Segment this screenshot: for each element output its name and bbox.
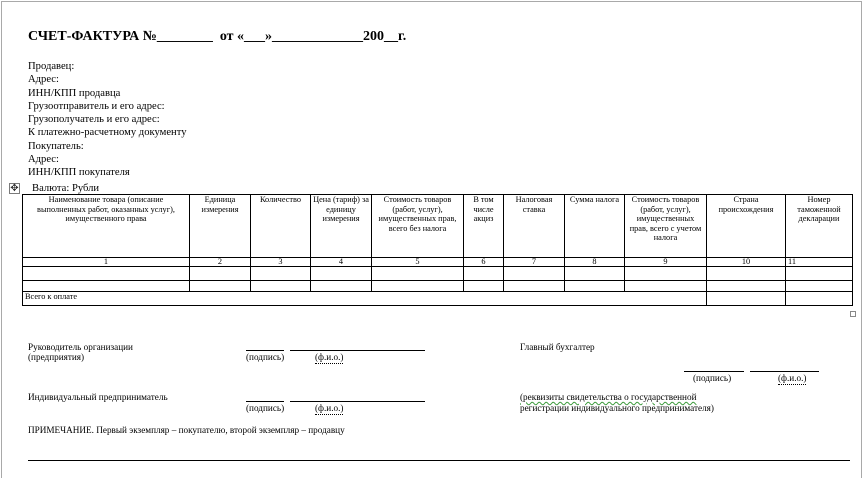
page-title: СЧЕТ-ФАКТУРА №________ от «___»_____________200__г. — [28, 29, 407, 44]
col-header-price: Цена (тариф) за единицу измерения — [311, 195, 372, 258]
table-cell[interactable] — [311, 267, 372, 281]
table-cell[interactable] — [625, 281, 707, 292]
bottom-divider — [28, 460, 850, 461]
table-resize-handle-icon[interactable] — [850, 311, 856, 317]
table-cell[interactable] — [190, 281, 251, 292]
total-row — [23, 292, 853, 306]
col-number: 9 — [625, 258, 707, 267]
column-number-row — [23, 258, 853, 267]
invoice-info-block — [28, 60, 187, 180]
seller-inn-label: ИНН/КПП продавца — [28, 87, 121, 99]
table-cell[interactable] — [464, 267, 504, 281]
col-header-excise: В том числе акциз — [464, 195, 504, 258]
payment-doc-label: К платежно-расчетному документу — [28, 127, 187, 139]
table-cell[interactable] — [707, 281, 786, 292]
table-cell[interactable] — [311, 281, 372, 292]
table-cell[interactable] — [707, 267, 786, 281]
entrepreneur-label: Индивидуальный предприниматель — [28, 392, 168, 402]
registration-caption-2: регистрации индивидуального предпринимателя) — [520, 403, 714, 413]
col-header-tax-rate: Налоговая ставка — [504, 195, 565, 258]
head-name-line[interactable] — [290, 350, 425, 351]
table-cell[interactable] — [372, 281, 464, 292]
table-cell[interactable] — [565, 281, 625, 292]
entrepreneur-name-line[interactable] — [290, 401, 425, 402]
table-row[interactable] — [23, 281, 853, 292]
col-header-name: Наименование товара (описание выполненных работ, оказанных услуг), имущественного права — [23, 195, 190, 258]
seller-label: Продавец: — [28, 61, 75, 72]
currency-label: Валюта: Рубли — [32, 183, 100, 194]
col-number: 7 — [504, 258, 565, 267]
accountant-name-line[interactable] — [750, 371, 819, 372]
head-name-caption: (ф.и.о.) — [315, 352, 344, 362]
col-header-tax-amount: Сумма налога — [565, 195, 625, 258]
head-label: Руководитель организации — [28, 342, 133, 352]
col-header-customs-declaration: Номер таможенной декларации — [786, 195, 853, 258]
invoice-table — [22, 194, 853, 306]
note-text: ПРИМЕЧАНИЕ. Первый экземпляр – покупателю, второй экземпляр – продавцу — [28, 425, 345, 435]
col-number: 1 — [23, 258, 190, 267]
col-number: 6 — [464, 258, 504, 267]
col-number: 8 — [565, 258, 625, 267]
table-move-handle-icon[interactable]: ✥ — [10, 183, 19, 194]
table-header-row — [23, 195, 853, 258]
registration-caption-1: (реквизиты свидетельства о государственной — [520, 392, 697, 402]
table-cell[interactable] — [190, 267, 251, 281]
buyer-inn-label: ИНН/КПП покупателя — [28, 167, 130, 179]
total-cell[interactable] — [786, 292, 853, 306]
col-header-cost-with-tax: Стоимость товаров (работ, услуг), имущественных прав, всего с учетом налога — [625, 195, 707, 258]
table-cell[interactable] — [786, 281, 853, 292]
col-number: 5 — [372, 258, 464, 267]
accountant-label: Главный бухгалтер — [520, 342, 595, 352]
entrepreneur-sign-caption: (подпись) — [246, 403, 285, 413]
table-cell[interactable] — [504, 281, 565, 292]
accountant-sign-caption: (подпись) — [693, 373, 732, 383]
entrepreneur-name-caption: (ф.и.о.) — [315, 403, 344, 413]
total-cell[interactable] — [707, 292, 786, 306]
table-cell[interactable] — [251, 267, 311, 281]
seller-address-label: Адрес: — [28, 74, 59, 86]
accountant-signature-line[interactable] — [684, 371, 744, 372]
col-number: 10 — [707, 258, 786, 267]
buyer-label: Покупатель: — [28, 140, 84, 152]
col-number: 2 — [190, 258, 251, 267]
col-header-cost-no-tax: Стоимость товаров (работ, услуг), имущественных прав, всего без налога — [372, 195, 464, 258]
head-signature-line[interactable] — [246, 350, 284, 351]
table-cell[interactable] — [625, 267, 707, 281]
buyer-address-label: Адрес: — [28, 154, 59, 166]
col-header-unit: Единица измерения — [190, 195, 251, 258]
table-cell[interactable] — [23, 267, 190, 281]
shipper-label: Грузоотправитель и его адрес: — [28, 100, 165, 112]
table-cell[interactable] — [372, 267, 464, 281]
table-cell[interactable] — [464, 281, 504, 292]
table-cell[interactable] — [504, 267, 565, 281]
col-header-quantity: Количество — [251, 195, 311, 258]
head-sign-caption: (подпись) — [246, 352, 285, 362]
col-number: 4 — [311, 258, 372, 267]
col-number: 3 — [251, 258, 311, 267]
col-number: 11 — [786, 258, 853, 267]
total-label: Всего к оплате — [23, 292, 707, 306]
accountant-name-caption: (ф.и.о.) — [778, 373, 807, 383]
document-page — [1, 1, 862, 478]
entrepreneur-signature-line[interactable] — [246, 401, 284, 402]
head-label-sub: (предприятия) — [28, 352, 85, 362]
col-header-country: Страна происхождения — [707, 195, 786, 258]
consignee-label: Грузополучатель и его адрес: — [28, 114, 160, 126]
table-row[interactable] — [23, 267, 853, 281]
table-cell[interactable] — [23, 281, 190, 292]
table-cell[interactable] — [565, 267, 625, 281]
table-cell[interactable] — [251, 281, 311, 292]
table-cell[interactable] — [786, 267, 853, 281]
